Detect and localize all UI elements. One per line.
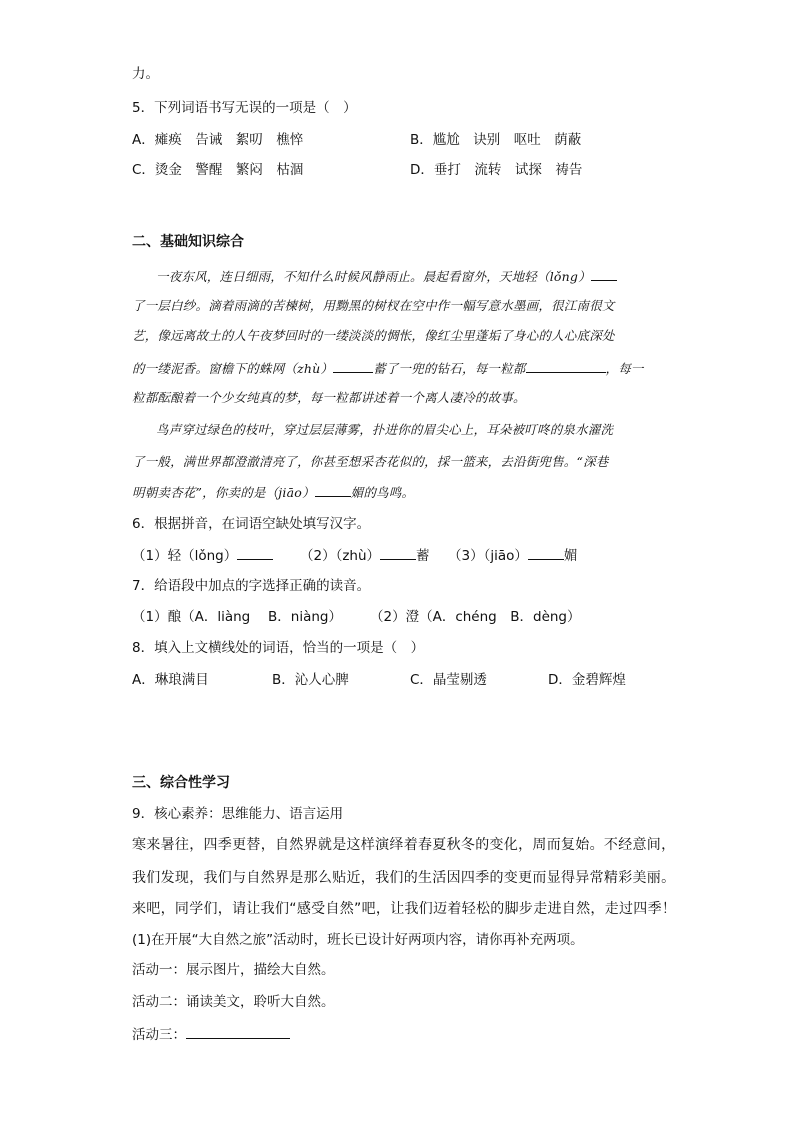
q6-item-1: （1）轻（lǒng） (132, 545, 273, 566)
q9-text-line1: 寒来暑往，四季更替，自然界就是这样演绎着春夏秋冬的变化，周而复始。不经意间， (132, 837, 676, 853)
blank-long[interactable] (591, 266, 617, 281)
q8-option-b: B．沁人心脾 (272, 672, 349, 688)
q5-option-b: B．尴尬 诀别 呕吐 荫蔽 (410, 132, 582, 148)
passage-p2-line3: 明朝卖杏花”，你卖的是（jiāo） 媚的鸟鸣。 (132, 482, 414, 503)
q6-stem: 6．根据拼音，在词语空缺处填写汉字。 (132, 516, 371, 532)
q4-tail: 力。 (132, 66, 159, 82)
q6-item-2: （2）（zhù） 蓄 (300, 545, 430, 566)
q7-stem: 7．给语段中加点的字选择正确的读音。 (132, 578, 371, 594)
q8-stem: 8．填入上文横线处的词语，恰当的一项是（ ） (132, 640, 425, 656)
q5-stem: 5．下列词语书写无误的一项是（ ） (132, 100, 357, 116)
passage-p1-line4: 的一缕泥香。窗檐下的蛛网（zhù） 蓄了一兜的钻石，每一粒都 ，每一 (132, 358, 644, 379)
q6-item-3: （3）（jiāo） 媚 (448, 545, 577, 566)
q8-option-a: A．琳琅满目 (132, 672, 209, 688)
q7-item-1: （1）酿（A．liàng B．niàng） (132, 609, 342, 625)
section2-title: 二、基础知识综合 (132, 234, 244, 250)
q7-item-2: （2）澄（A．chéng B．dèng） (370, 609, 581, 625)
q8-option-c: C．晶莹剔透 (410, 672, 487, 688)
q9-header: 9．核心素养：思维能力、语言运用 (132, 806, 344, 822)
passage-p1-line2: 了一层白纱。滴着雨滴的苦楝树，用黝黑的树杈在空中作一幅写意水墨画，很江南很文 (132, 298, 615, 313)
q9-sub1: (1)在开展“大自然之旅”活动时，班长已设计好两项内容，请你再补充两项。 (132, 932, 584, 948)
activity-3: 活动三： (132, 1024, 290, 1045)
q9-text-line3: 来吧，同学们，请让我们“感受自然”吧，让我们迈着轻松的脚步走进自然，走过四季！ (132, 901, 677, 917)
passage-p2-line1: 鸟声穿过绿色的枝叶，穿过层层薄雾，扑进你的眉尖心上，耳朵被叮咚的泉水濯洗 (156, 422, 614, 437)
blank-word[interactable] (526, 358, 606, 373)
passage-p1-line1: 一夜东风，连日细雨，不知什么时候风静雨止。晨起看窗外，天地轻（lǒng） (156, 266, 617, 287)
passage-p1-line5: 粒都酝酿着一个少女纯真的梦，每一粒都讲述着一个离人凄冷的故事。 (132, 390, 526, 405)
q5-option-a: A．瘫痪 告诫 絮叨 樵悴 (132, 132, 304, 148)
activity-1: 活动一：展示图片，描绘大自然。 (132, 962, 335, 978)
blank-zhu[interactable] (333, 358, 373, 373)
q6-blank-1[interactable] (237, 545, 273, 560)
q5-option-d: D．垂打 流转 试探 祷告 (410, 162, 583, 178)
q9-text-line2: 我们发现，我们与自然界是那么贴近，我们的生活因四季的变更而显得异常精彩美丽。 (132, 870, 676, 886)
q6-blank-3[interactable] (528, 545, 564, 560)
activity-3-blank[interactable] (186, 1024, 290, 1039)
passage-p1-line3: 艺，像远离故土的人午夜梦回时的一缕淡淡的惆怅，像红尘里蓬垢了身心的人心底深处 (132, 328, 615, 343)
q5-option-c: C．烫金 警醒 繁闷 枯涸 (132, 162, 304, 178)
q6-blank-2[interactable] (380, 545, 416, 560)
blank-jiao[interactable] (315, 482, 351, 497)
section3-title: 三、综合性学习 (132, 775, 230, 791)
passage-p2-line2: 了一般，满世界都澄澈清亮了，你甚至想采杏花似的，採一篮来，去沿街兜售。“深巷 (132, 454, 609, 469)
activity-2: 活动二：诵读美文，聆听大自然。 (132, 994, 335, 1010)
q8-option-d: D．金碧辉煌 (548, 672, 626, 688)
